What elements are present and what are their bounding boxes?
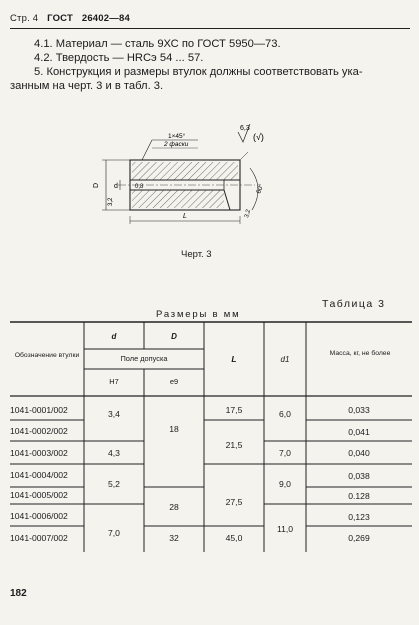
header-mass: Масса, кг, не более xyxy=(329,350,391,357)
cell-L: 27,5 xyxy=(225,497,243,507)
cell-d1: 9,0 xyxy=(279,479,291,489)
cell-L: 45,0 xyxy=(225,533,243,543)
row-designation: 1041-0001/002 xyxy=(10,405,68,415)
roughness-check: (√) xyxy=(253,132,264,142)
cell-d1: 7,0 xyxy=(279,448,291,458)
header-e9: е9 xyxy=(169,377,179,386)
header-D: D xyxy=(171,332,177,341)
cell-mass: 0,038 xyxy=(348,471,370,481)
label-angle: 60° xyxy=(255,183,266,195)
row-designation: 1041-0007/002 xyxy=(10,533,68,543)
cell-L: 17,5 xyxy=(225,405,243,415)
label-3-2-right: 3,2 xyxy=(244,208,253,219)
standard-label: ГОСТ xyxy=(47,13,73,24)
label-D: D xyxy=(93,182,100,188)
paragraph-4-1: 4.1. Материал — сталь 9ХС по ГОСТ 5950—73. xyxy=(34,38,281,50)
label-d: d xyxy=(114,183,118,190)
header-designation: Обозначение втулки xyxy=(14,352,80,359)
page-number: 182 xyxy=(10,588,27,599)
cell-d: 4,3 xyxy=(108,448,120,458)
cell-mass: 0,041 xyxy=(348,427,370,437)
cell-D: 28 xyxy=(169,502,179,512)
cell-d: 7,0 xyxy=(108,528,120,538)
label-L: L xyxy=(183,213,187,220)
page-label: Стр. 4 xyxy=(10,13,39,24)
cell-D: 18 xyxy=(169,424,179,434)
cell-mass: 0,123 xyxy=(348,512,370,522)
row-designation: 1041-0004/002 xyxy=(10,470,68,480)
row-designation: 1041-0005/002 xyxy=(10,490,68,500)
row-designation: 1041-0006/002 xyxy=(10,511,68,521)
cell-mass: 0.128 xyxy=(348,491,370,501)
cell-mass: 0,269 xyxy=(348,533,370,543)
cell-mass: 0,033 xyxy=(348,405,370,415)
table-number: Таблица 3 xyxy=(322,298,386,310)
chamfer-note: 1×45° xyxy=(168,133,186,140)
header-L: L xyxy=(231,354,237,364)
paragraph-4-2: 4.2. Твердость — HRCэ 54 ... 57. xyxy=(34,52,204,64)
header-d1: d1 xyxy=(280,355,290,364)
roughness-value: 6,3 xyxy=(240,125,250,132)
cell-mass: 0,040 xyxy=(348,448,370,458)
chamfer-count: 2 фаски xyxy=(164,141,189,148)
paragraph-5-cont: занным на черт. 3 и в табл. 3. xyxy=(10,80,164,92)
row-designation: 1041-0002/002 xyxy=(10,426,68,436)
row-designation: 1041-0003/002 xyxy=(10,448,68,458)
drawing-caption: Черт. 3 xyxy=(181,249,212,260)
header-field: Поле допуска xyxy=(120,354,168,363)
cell-d1: 6,0 xyxy=(279,409,291,419)
paragraph-5: 5. Конструкция и размеры втулок должны соответствовать ука- xyxy=(34,66,363,78)
label-0-8: 0,8 xyxy=(135,184,144,190)
label-3-2-left: 3,2 xyxy=(108,197,114,206)
header-d: d xyxy=(111,332,117,341)
cell-L: 21,5 xyxy=(225,440,243,450)
cell-d: 3,4 xyxy=(108,409,120,419)
standard-number: 26402—84 xyxy=(81,13,130,24)
table-subtitle: Размеры в мм xyxy=(156,309,241,320)
cell-D: 32 xyxy=(169,533,179,543)
header-H7: Н7 xyxy=(109,377,119,386)
cell-d1: 11,0 xyxy=(276,524,294,534)
cell-d: 5,2 xyxy=(108,479,120,489)
